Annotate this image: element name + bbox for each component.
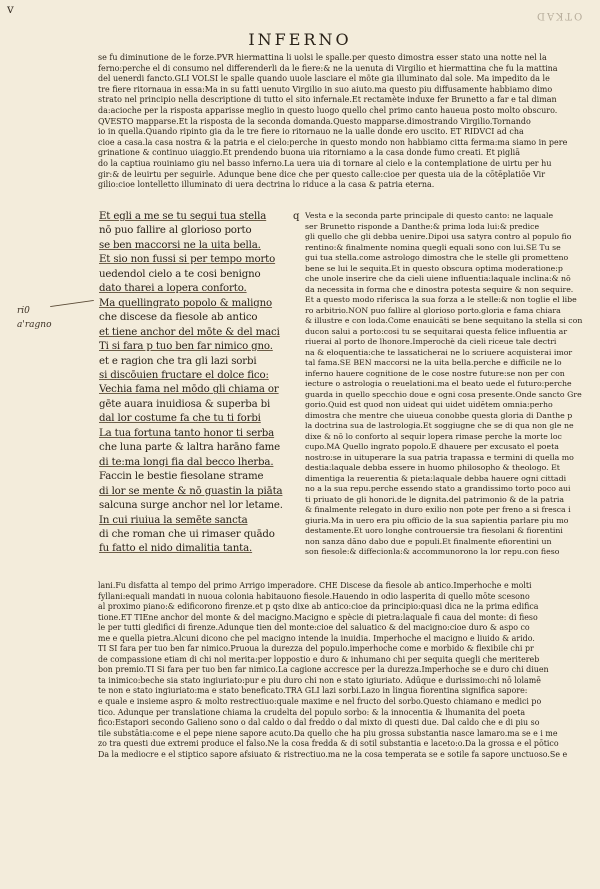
text-line: gli quello che gli debba uenire.Dipoi usa satyra contro al populo fio bbox=[305, 232, 572, 241]
text-line: le per tutti gledifici di firenze.Adunque tien del monte:cioe del saluatico & del macigno:cioe duro & aspo co bbox=[98, 623, 530, 633]
text-line: rentino:& finalmente nomina quegli equali sono con lui.SE Tu se bbox=[305, 242, 561, 252]
bleed-through-text: OTKAD bbox=[534, 10, 582, 21]
text-line: cioe a casa.la casa nostra & la patria e el cielo:perche in questo mondo non habbiamo citta ferma:ma siamo in pere bbox=[98, 137, 568, 147]
running-title: INFERNO bbox=[248, 30, 352, 49]
text-line: grinatione & continuo uiaggio.Et prendendo buona uia ritorniamo a la casa donde fumo creati. Et pigliā bbox=[98, 148, 521, 158]
verse-line: uedendol cielo a te cosi benigno bbox=[99, 268, 261, 280]
text-line: fico:Estapori secondo Galieno sono o dal caldo o dal freddo o dal mixto di questi due. Dal caldo che e di piu so bbox=[98, 718, 540, 728]
text-line: gilio:cioe lontelletto illuminato di uera dectrina lo riduce a la casa & patria eterna. bbox=[98, 180, 435, 190]
text-line: e quale e insieme aspro & molto restrectiuo:quale maxime e nel fructo del sorbo.Questo chiamano e medici po bbox=[98, 697, 542, 707]
verse-line: Ti si fara p tuo ben far nimico gno. bbox=[99, 341, 273, 353]
commentary-column bbox=[305, 211, 585, 558]
verse-line: di te:ma longi fia dal becco lherba. bbox=[99, 456, 274, 468]
margin-note: ri0 bbox=[17, 306, 30, 316]
verse-line: et tiene anchor del mōte & del maci bbox=[99, 326, 280, 338]
text-line: ser Brunetto risponde a Danthe:& prima loda lui:& predice bbox=[305, 221, 540, 231]
text-line: io in quella.Quando ripinto gia da le tre fiere io ritornauo ne la ualle donde ero uscito. ET RIDVCI ad cha bbox=[98, 127, 524, 137]
text-line: Et a questo modo riferisca la sua forza a le stelle:& non toglie el libe bbox=[305, 295, 577, 304]
verse-line: di che roman che ui rimaser quādo bbox=[99, 528, 275, 540]
text-line: do la captiua rouiniamo giu nel basso inferno.La uera uia di tornare al cielo e la contemplatione de uirtu per hu bbox=[98, 158, 552, 168]
text-line: tico. Adunque per translatione chiama la crudelta del populo sorbo: & la innocentia & lhumanita del poeta bbox=[98, 707, 526, 717]
verse-line: La tua fortuna tanto honor ti serba bbox=[99, 427, 275, 439]
text-line: giuria.Ma in uero era piu officio de la sua sapientia parlare piu mo bbox=[305, 515, 569, 525]
text-line: te non e stato ingiuriato:ma e stato beneficato.TRA GLI lazi sorbi.Lazo in lingua fiorentina significa sapore: bbox=[98, 686, 528, 696]
text-line: bon premio.TI Si fara per tuo ben far nimico.La cagione accresce per la durezza.Imperhoche se e duro chi diuen bbox=[98, 665, 549, 675]
text-line: ducon salui a porto:cosi tu se sequitarai questa felice influentia ar bbox=[305, 326, 568, 336]
verse-line: Et sio non fussi si per tempo morto bbox=[99, 254, 276, 266]
text-line: ferno:perche el di consumo nel differenderli da le fiere:& ne la uenuta di Virgilio et hiermattina che fu la mattina bbox=[98, 63, 558, 73]
text-line: non sanza dāno dabo due e populi.Et finalmente efiorentini un bbox=[305, 536, 552, 546]
verse-line: In cui riuiua la semēte sancta bbox=[99, 514, 248, 526]
text-line: no a la sua repu.perche essendo stato a grandissimo torto poco aui bbox=[305, 484, 571, 493]
text-line: fyllani:equali mandati in nuoua colonia habitauono fiesole.Hauendo in odio lasperita di quello mōte scesono bbox=[98, 591, 530, 601]
verse-column bbox=[99, 210, 287, 557]
margin-note: a'ragno bbox=[17, 320, 52, 330]
text-line: tal fama.SE BEN maccorsi ne la uita bella.perche e difficile ne lo bbox=[305, 358, 562, 367]
text-line: che unole inserire che da cieli uiene influentia:laquale inclina:& nō bbox=[305, 274, 571, 283]
text-line: da:acioche per la risposta apparisse meglio in questo luogo quello chel primo canto haueua posto molto obscuro. bbox=[98, 105, 558, 115]
text-line: gui tua stella.come astrologo dimostra che le stelle gli prometteno bbox=[305, 253, 569, 262]
text-line: TI SI fara per tuo ben far nimico.Pruoua la durezza del populo.imperhoche come e morbido & flexibile chi pr bbox=[98, 644, 534, 654]
text-line: na & eloquentia:che te lassaticherai ne lo scriuere acquisterai imor bbox=[305, 347, 573, 357]
text-line: da necessita in forma che e dinostra potesta sequire & non sequire. bbox=[305, 284, 574, 294]
text-line: gorio.Quid est quod non uideat qui uidet uidētem omnia:perho bbox=[305, 400, 553, 409]
text-line: cupo.MA Quello ingrato popolo.E dhauere per excusato el poeta bbox=[305, 442, 559, 451]
verse-line: se ben maccorsi ne la uita bella. bbox=[99, 239, 261, 251]
text-line: iecture o astrologia o reuelationi.ma el beato uede el futuro:perche bbox=[305, 379, 572, 388]
text-line: tile substātia:come e el pepe niene sapore acuto.Da quello che ha piu grossa substantia nasce lamaro.ma se e i me bbox=[98, 728, 558, 738]
verse-line: et e ragion che tra gli lazi sorbi bbox=[99, 355, 257, 367]
text-line: & illustre e con loda.Come enauicāti se bene sequitano la stella si con bbox=[305, 316, 583, 325]
intro-commentary bbox=[98, 53, 583, 191]
verse-line: che discese da fiesole ab antico bbox=[99, 312, 258, 324]
lower-commentary bbox=[98, 581, 585, 760]
verse-line: gēte auara inuidiosa & superba bi bbox=[99, 398, 271, 410]
verse-line: fu fatto el nido dimalitia tanta. bbox=[99, 543, 253, 555]
text-line: Da la mediocre e el stiptico sapore afsiuato & ristrectiuo.ma ne la cosa temperata se e sotile fa sapore unctuoso.Se e bbox=[98, 749, 568, 759]
text-line: Vesta e la seconda parte principale di questo canto: ne laquale bbox=[305, 211, 554, 220]
text-line: me e quella pietra.Alcuni dicono che pel macigno intende la inuidia. Imperhoche el macigno e liuido & arido. bbox=[98, 633, 535, 643]
verse-line: Et egli a me se tu segui tua stella bbox=[99, 211, 267, 222]
verse-line: Ma quellingrato popolo & maligno bbox=[99, 297, 273, 309]
text-line: tione.ET TIEne anchor del monte & del macigno.Macigno e spècie di pietra:laquale fi caua del monte: di fieso bbox=[98, 612, 538, 622]
text-line: strato nel principio nella descriptione di tutto el sito infernale.Et rectamète induxe fer Brunetto a far e tal diman bbox=[98, 95, 557, 105]
text-line: dimostra che mentre che uiueua conobbe questa gloria di Danthe p bbox=[305, 410, 573, 420]
text-line: destia:laquale debba essere in huomo philosopho & theologo. Et bbox=[305, 463, 560, 472]
text-line: guarda in quello specchio doue e ogni cosa presente.Onde sancto Gre bbox=[305, 389, 582, 399]
margin-pointer-line bbox=[50, 300, 94, 307]
verse-line: Faccin le bestie fiesolane strame bbox=[99, 471, 264, 483]
text-line: dimentiga la reuerentia & pieta:laquale debba hauere ogni cittadi bbox=[305, 473, 567, 483]
text-line: ro arbitrio.NON puo fallire al glorioso porto.gloria e fama chiara bbox=[305, 305, 561, 315]
text-line: & finalmente relegato in duro exilio non pote per freno a si fresca i bbox=[305, 505, 571, 514]
verse-line: Vechia fama nel mōdo gli chiama or bbox=[99, 384, 279, 396]
verse-line: che luna parte & laltra harāno fame bbox=[99, 442, 281, 454]
text-line: inferno hauere cognitione de le cose nostre future:se non per con bbox=[305, 368, 565, 378]
corner-mark: v bbox=[7, 2, 14, 16]
verse-line: nō puo fallire al glorioso porto bbox=[99, 225, 252, 237]
commentary-initial: q bbox=[293, 211, 300, 222]
text-line: al proximo piano:& edificorono firenze.et p qsto dixe ab antico:cioe da principio:quasi dica ne la prima edifica bbox=[98, 602, 539, 612]
verse-line: si discōuien fructare el dolce fico: bbox=[99, 369, 269, 381]
text-line: la doctrina sua de lastrologia.Et soggiugne che se di qua non gle ne bbox=[305, 421, 574, 430]
text-line: del uenerdi fancto.GLI VOLSI le spalle quando uuole lasciare el mõte gia illuminato dal sole. Ma impedito da le bbox=[98, 74, 550, 84]
text-line: bene se lui le sequita.Et in questo obscura optima moderatione:p bbox=[305, 263, 563, 273]
text-line: gir:& de leuirtu per seguirle. Adunque bene dice che per questo calle:cioe per questa uia de la cōtēplatiōe Vir bbox=[98, 169, 546, 179]
text-line: son fiesole:& diffecionla:& accommunorono la lor repu.con fieso bbox=[305, 547, 560, 556]
text-line: de compassione etiam di chi nol merita:per loppostio e duro & inhumano chi per sequita quegli che meritereb bbox=[98, 654, 540, 664]
verse-line: di lor se mente & nō guastin la piāta bbox=[99, 485, 283, 497]
text-line: zo tra questi due extremi produce el falso.Ne la cosa fredda & di sotil substantia e laceto:o.Da la grossa e el pōtico bbox=[98, 739, 559, 749]
text-line: destamente.Et uoro longhe controuersie tra fiesolani & fiorentini bbox=[305, 526, 563, 535]
text-line: dixe & nō lo conforto al sequir lopera rimase perche la morte loc bbox=[305, 431, 562, 441]
text-line: nostro:se in uituperare la sua patria trapassa e termini di quella mo bbox=[305, 452, 574, 462]
verse-line: dato tharei a lopera conforto. bbox=[99, 283, 247, 295]
text-line: lani.Fu disfatta al tempo del primo Arrigo imperadore. CHE Discese da fiesole ab antico.Imperhoche e molti bbox=[98, 581, 532, 590]
verse-line: dal lor costume fa che tu ti forbi bbox=[99, 413, 261, 425]
text-line: ta inimico:beche sia stato ingiuriato:pur e piu duro chi non e stato igiuriato. Adūque e durissimo:chi nō lolamē bbox=[98, 675, 541, 685]
text-line: QVESTO mapparse.Et la risposta de la seconda domanda.Questo mapparse.dimostrando Virgilio.Tornando bbox=[98, 116, 531, 126]
text-line: tre fiere ritornaua in essa:Ma in su fatti uenuto Virgilio in suo aiuto.ma questo piu diffusamente habbiamo dimo bbox=[98, 84, 553, 94]
verse-line: salcuna surge anchor nel lor letame. bbox=[99, 500, 283, 512]
text-line: riuerai al porto de lhonore.Imperochè da cieli riceue tale dectri bbox=[305, 337, 557, 346]
text-line: ti priuato de gli honori.de le dignita.del patrimonio & de la patria bbox=[305, 494, 564, 504]
text-line: se fu diminutione de le forze.PVR hiermattina li uolsi le spalle.per questo dimostra esser stato una notte nel la bbox=[98, 53, 547, 62]
